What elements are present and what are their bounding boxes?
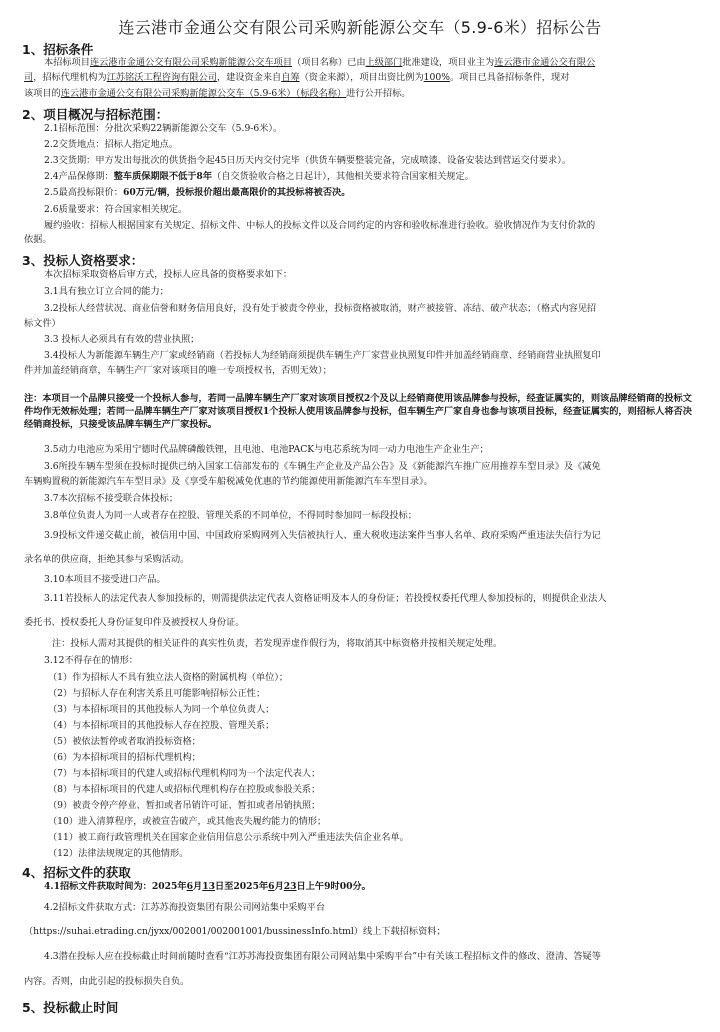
s1-line-2: 司，招标代理机构为江苏铭沃工程咨询有限公司，建设资金来自自筹（资金来源），项目出资比例为100%。项目已具备招标条件，现对 (24, 72, 570, 83)
s3-req-4a: 3.4投标人为新能源车辆生产厂家或经销商（若投标人为经销商须提供车辆生产厂家营业执照复印件并加盖经销商章、经销商营业执照复印 (44, 350, 601, 361)
s3-excl-4: （4）与本招标项目的其他投标人存在控股、管理关系； (48, 720, 275, 731)
s3-req-1: 3.1具有独立订立合同的能力； (44, 286, 169, 297)
section-3-heading: 3、投标人资格要求： (22, 253, 144, 268)
s2-item-5: 2.5最高投标限价：60万元/辆，投标报价超出最高限价的其投标将被否决。 (44, 187, 351, 198)
s3-excl-12: （12）法律法规规定的其他情形。 (48, 848, 189, 859)
s3-excl-10: （10）进入清算程序，或被宣告破产，或其他丧失履约能力的情形； (48, 816, 327, 827)
s4-notice-b: 内容。否则，由此引起的投标损失自负。 (24, 976, 190, 987)
s4-method: 4.2招标文件获取方式：江苏苏海投资集团有限公司网站集中采购平台 (44, 902, 326, 913)
s3-req-8: 3.8单位负责人为同一人或者存在控股、管理关系的不同单位，不得同时参加同一标段投标； (44, 510, 417, 521)
s3-req-10: 3.10本项目不接受进口产品。 (44, 574, 166, 585)
s3-req-9b: 录名单的供应商，拒绝其参与采购活动。 (24, 554, 190, 565)
s3-req-11a: 3.11若投标人的法定代表人参加投标的，则需提供法定代表人资格证明及本人的身份证；若投授权委托代理人参加投标的，则提供企业法人 (44, 593, 607, 604)
s2-item-3: 2.3交货期：甲方发出每批次的供货指令起45日历天内交付完毕（供货车辆要整装完备，完成喷漆、设备安装达到营运交付要求）。 (44, 155, 572, 166)
s3-req-2b: 标文件） (24, 318, 61, 329)
s3-excl-1: （1）作为招标人不具有独立法人资格的附属机构（单位）； (48, 672, 289, 683)
s2-acceptance-2: 依据。 (24, 234, 52, 245)
s3-excl-3: （3）与本招标项目的其他投标人为同一个单位负责人； (48, 704, 275, 715)
section-2-heading: 2、项目概况与招标范围： (22, 107, 169, 122)
s3-req-7: 3.7本次招标不接受联合体投标； (44, 493, 179, 504)
s4-notice-a: 4.3潜在投标人应在投标截止时间前随时查看“江苏苏海投资集团有限公司网站集中采购平台”中有关该工程招标文件的修改、澄清、答疑等 (44, 951, 601, 962)
s2-acceptance-1: 履约验收：招标人根据国家有关规定、招标文件、中标人的投标文件以及合同约定的内容和验收标准进行验收。验收情况作为支付价款的 (44, 220, 596, 231)
s1-line-1: 本招标项目连云港市金通公交有限公司采购新能源公交车项目（项目名称）已由上级部门批准建设，项目业主为连云港市金通公交有限公 (44, 57, 596, 68)
s2-item-4: 2.4产品保修期：整车质保期限不低于8年（自交货验收合格之日起计），其他相关要求符合国家相关规定。 (44, 171, 474, 182)
s3-brand-note: 注：本项目一个品牌只接受一个投标人参与，若同一品牌车辆生产厂家对该项目授权2个及以上经销商使用该品牌参与投标，经查证属实的，则该品牌经销商的投标文件均作无效标处理；若同一品牌车辆生产厂家对该项目授权1个投标人使用该品牌参与投标，但车辆生产厂家自身也参与该项目投标，经查证属实的，则招标人将否决经销商投标，只接受该品牌车辆生产厂家投标。 (24, 393, 692, 430)
s3-excl-11: （11）被工商行政管理机关在国家企业信用信息公示系统中列入严重违法失信企业名单。 (48, 832, 409, 843)
s1-line-3: 该项目的连云港市金通公交有限公司采购新能源公交车（5.9-6米）（标段名称）进行公开招标。 (24, 88, 411, 99)
s3-excl-8: （8）与本招标项目的代建人或招标代理机构存在控股或参股关系； (48, 784, 321, 795)
s3-excl-5: （5）被依法暂停或者取消投标资格； (48, 736, 201, 747)
s3-intro: 本次招标采取资格后审方式，投标人应具备的资格要求如下： (44, 269, 293, 280)
s3-req-11b: 委托书、授权委托人身份证复印件及被授权人身份证。 (24, 617, 245, 628)
s3-excl-7: （7）与本招标项目的代建人或招标代理机构同为一个法定代表人； (48, 768, 321, 779)
s3-req-9a: 3.9投标文件递交截止前，被信用中国、中国政府采购网列入失信被执行人、重大税收违法案件当事人名单、政府采购严重违法失信行为记 (44, 530, 601, 541)
s4-url: （https://suhai.etrading.cn/jyxx/002001/002001001/bussinessInfo.html）线上下载招标资料； (24, 926, 446, 937)
s2-item-6: 2.6质量要求：符合国家相关规定。 (44, 204, 188, 215)
s3-req-12: 3.12不得存在的情形： (44, 655, 138, 666)
document-title: 连云港市金通公交有限公司采购新能源公交车（5.9-6米）招标公告 (118, 18, 602, 37)
s3-req-6b: 车辆购置税的新能源汽车车型目录》及《享受车船税减免优惠的节约能源使用新能源汽车车型目录》。 (24, 476, 433, 487)
s3-req-4b: 件并加盖经销商章，车辆生产厂家对该项目的唯一专项授权书，否则无效）； (24, 365, 332, 376)
s3-excl-6: （6）为本招标项目的招标代理机构； (48, 752, 201, 763)
s3-excl-9: （9）被责令停产停业、暂扣或者吊销许可证、暂扣或者吊销执照； (48, 800, 321, 811)
section-4-heading: 4、招标文件的获取 (22, 865, 131, 880)
s2-item-1: 2.1招标范围：分批次采购22辆新能源公交车（5.9-6米）。 (44, 123, 283, 134)
s4-time: 4.1招标文件获取时间为：2025年6月13日至2025年6月23日上午9时00分。 (44, 881, 371, 892)
s3-req-2a: 3.2投标人经营状况、商业信誉和财务信用良好，没有处于被责令停业，投标资格被取消，财产被接管、冻结、破产状态；（格式内容见招 (44, 303, 597, 314)
section-5-heading: 5、投标截止时间 (22, 1000, 119, 1015)
s3-req-5: 3.5动力电池应为采用宁德时代品牌磷酸铁锂，且电池、电池PACK与电芯系统为同一动力电池生产企业生产； (44, 444, 489, 455)
s2-item-2: 2.2交货地点：招标人指定地点。 (44, 139, 179, 150)
section-1-heading: 1、招标条件 (22, 42, 94, 57)
s3-req-6a: 3.6所投车辆车型须在投标时提供已纳入国家工信部发布的《车辆生产企业及产品公告》及《新能源汽车推广应用推荐车型目录》及《减免 (44, 461, 601, 472)
s3-req-11-note: 注：投标人需对其提供的相关证件的真实性负责，若发现弄虚作假行为，将取消其中标资格并按相关规定处理。 (52, 638, 503, 649)
s3-req-3: 3.3 投标人必须具有有效的营业执照； (44, 334, 200, 345)
s3-excl-2: （2）与招标人存在利害关系且可能影响招标公正性； (48, 688, 266, 699)
